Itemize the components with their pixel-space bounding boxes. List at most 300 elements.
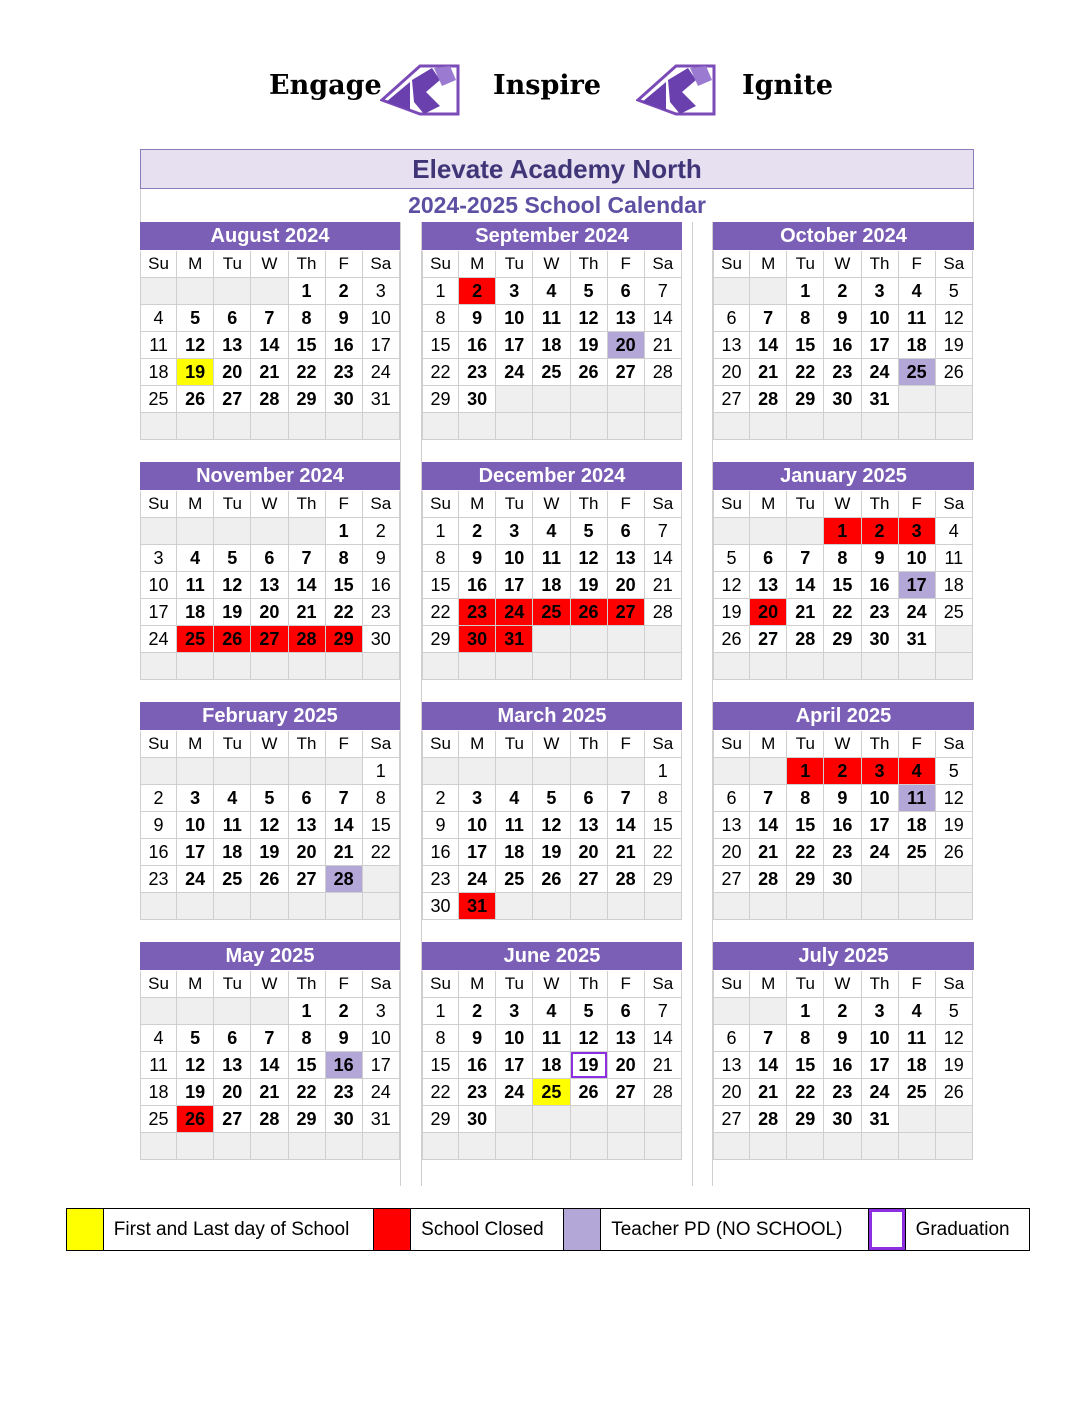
week-row [140, 305, 400, 332]
empty-day-cell [422, 413, 459, 440]
weekday-label: W [824, 971, 861, 998]
weekday-label: Tu [214, 491, 251, 518]
empty-day-cell [899, 386, 936, 413]
week-row [422, 413, 682, 440]
day-cell: 3 [363, 278, 400, 305]
day-cell: 30 [459, 1106, 496, 1133]
week-row [422, 1106, 682, 1133]
weekday-header [140, 491, 400, 518]
day-cell: 31 [363, 1106, 400, 1133]
day-cell: 11 [899, 785, 936, 812]
week-row [140, 518, 400, 545]
day-cell: 16 [824, 812, 861, 839]
day-cell: 28 [787, 626, 824, 653]
empty-day-cell [899, 1133, 936, 1160]
week-row [422, 626, 682, 653]
day-cell: 30 [326, 386, 363, 413]
day-cell: 9 [326, 1025, 363, 1052]
weekday-label: Tu [496, 491, 533, 518]
week-row [140, 386, 400, 413]
day-cell: 16 [422, 839, 459, 866]
day-cell: 10 [862, 1025, 899, 1052]
week-row [713, 278, 974, 305]
academy-logo-icon [380, 62, 460, 120]
week-row [140, 1106, 400, 1133]
calendar-title: Elevate Academy North [140, 149, 974, 189]
day-cell: 2 [824, 998, 861, 1025]
day-cell: 7 [608, 785, 645, 812]
day-cell: 9 [459, 545, 496, 572]
motto-engage: Engage [269, 70, 382, 101]
empty-day-cell [422, 653, 459, 680]
weekday-header [422, 491, 682, 518]
day-cell: 22 [289, 359, 326, 386]
empty-day-cell [363, 893, 400, 920]
empty-day-cell [713, 1133, 750, 1160]
day-cell: 8 [422, 305, 459, 332]
week-row [422, 332, 682, 359]
day-cell: 29 [326, 626, 363, 653]
weekday-header [713, 491, 974, 518]
week-row [422, 812, 682, 839]
week-row [713, 1106, 974, 1133]
empty-day-cell [533, 386, 570, 413]
empty-day-cell [140, 653, 177, 680]
day-cell: 1 [787, 758, 824, 785]
weekday-label: F [608, 251, 645, 278]
day-cell: 8 [824, 545, 861, 572]
day-cell: 15 [787, 1052, 824, 1079]
day-cell: 5 [936, 998, 973, 1025]
week-row [422, 1079, 682, 1106]
weekday-label: F [326, 491, 363, 518]
day-cell: 5 [571, 998, 608, 1025]
day-cell: 13 [251, 572, 288, 599]
day-cell: 27 [713, 1106, 750, 1133]
day-cell: 14 [251, 332, 288, 359]
day-cell: 3 [899, 518, 936, 545]
day-cell: 7 [750, 785, 787, 812]
empty-day-cell [533, 1133, 570, 1160]
empty-day-cell [824, 653, 861, 680]
empty-day-cell [177, 653, 214, 680]
week-row [140, 653, 400, 680]
weekday-label: Sa [645, 251, 682, 278]
day-cell: 21 [251, 359, 288, 386]
empty-day-cell [251, 278, 288, 305]
empty-day-cell [936, 653, 973, 680]
empty-day-cell [422, 1133, 459, 1160]
day-cell: 4 [899, 998, 936, 1025]
week-row [422, 998, 682, 1025]
weekday-label: W [251, 251, 288, 278]
day-cell: 11 [533, 1025, 570, 1052]
day-cell: 14 [251, 1052, 288, 1079]
day-cell: 30 [459, 386, 496, 413]
day-cell: 2 [422, 785, 459, 812]
legend-label: Graduation [915, 1219, 1010, 1240]
day-cell: 28 [645, 599, 682, 626]
day-cell: 21 [289, 599, 326, 626]
day-cell: 20 [289, 839, 326, 866]
day-cell: 16 [862, 572, 899, 599]
day-cell: 15 [824, 572, 861, 599]
week-row [140, 1079, 400, 1106]
weekday-label: F [608, 731, 645, 758]
day-cell: 26 [571, 1079, 608, 1106]
day-cell: 24 [496, 599, 533, 626]
day-cell: 7 [787, 545, 824, 572]
empty-day-cell [326, 758, 363, 785]
weekday-label: W [251, 731, 288, 758]
month-title: June 2025 [422, 942, 682, 971]
week-row [713, 653, 974, 680]
week-row [713, 893, 974, 920]
day-cell: 23 [824, 1079, 861, 1106]
empty-day-cell [899, 653, 936, 680]
day-cell: 21 [326, 839, 363, 866]
weekday-label: Tu [787, 731, 824, 758]
day-cell: 1 [787, 998, 824, 1025]
day-cell: 18 [899, 812, 936, 839]
day-cell: 27 [571, 866, 608, 893]
empty-day-cell [363, 653, 400, 680]
empty-day-cell [713, 653, 750, 680]
motto-ignite: Ignite [742, 70, 834, 101]
day-cell: 11 [899, 305, 936, 332]
weekday-label: M [459, 251, 496, 278]
day-cell: 10 [862, 305, 899, 332]
empty-day-cell [608, 626, 645, 653]
day-cell: 31 [899, 626, 936, 653]
week-row [140, 812, 400, 839]
empty-day-cell [289, 1133, 326, 1160]
empty-day-cell [645, 1106, 682, 1133]
empty-day-cell [214, 998, 251, 1025]
day-cell: 15 [787, 812, 824, 839]
month-title: September 2024 [422, 222, 682, 251]
week-row [422, 758, 682, 785]
week-row [713, 785, 974, 812]
weekday-label: Sa [363, 251, 400, 278]
day-cell: 1 [422, 518, 459, 545]
day-cell: 30 [824, 1106, 861, 1133]
weekday-label: Su [713, 251, 750, 278]
empty-day-cell [750, 1133, 787, 1160]
week-row [140, 332, 400, 359]
empty-day-cell [645, 1133, 682, 1160]
day-cell: 20 [608, 1052, 645, 1079]
day-cell: 22 [422, 1079, 459, 1106]
weekday-label: Sa [645, 971, 682, 998]
day-cell: 16 [459, 1052, 496, 1079]
empty-day-cell [177, 893, 214, 920]
months-grid [140, 222, 974, 1186]
empty-day-cell [862, 866, 899, 893]
day-cell: 9 [422, 812, 459, 839]
week-row [422, 278, 682, 305]
day-cell: 20 [750, 599, 787, 626]
day-cell: 26 [571, 359, 608, 386]
day-cell: 25 [899, 1079, 936, 1106]
day-cell: 13 [571, 812, 608, 839]
empty-day-cell [750, 518, 787, 545]
empty-day-cell [140, 278, 177, 305]
day-cell: 8 [289, 1025, 326, 1052]
week-row [140, 839, 400, 866]
day-cell: 28 [608, 866, 645, 893]
day-cell: 15 [645, 812, 682, 839]
empty-day-cell [533, 758, 570, 785]
day-cell: 12 [571, 1025, 608, 1052]
day-cell: 23 [326, 359, 363, 386]
day-cell: 1 [422, 998, 459, 1025]
day-cell: 3 [496, 998, 533, 1025]
empty-day-cell [750, 413, 787, 440]
empty-day-cell [571, 758, 608, 785]
month-title: November 2024 [140, 462, 400, 491]
empty-day-cell [787, 893, 824, 920]
weekday-label: Sa [363, 491, 400, 518]
day-cell: 31 [459, 893, 496, 920]
day-cell: 19 [251, 839, 288, 866]
empty-day-cell [936, 1133, 973, 1160]
day-cell: 25 [496, 866, 533, 893]
empty-day-cell [645, 413, 682, 440]
day-cell: 20 [571, 839, 608, 866]
day-cell: 12 [571, 545, 608, 572]
month-title: December 2024 [422, 462, 682, 491]
day-cell: 6 [713, 1025, 750, 1052]
day-cell: 27 [289, 866, 326, 893]
day-cell: 30 [824, 386, 861, 413]
weekday-label: F [899, 731, 936, 758]
day-cell: 11 [214, 812, 251, 839]
empty-day-cell [645, 893, 682, 920]
weekday-label: M [750, 971, 787, 998]
day-cell: 5 [571, 518, 608, 545]
weekday-label: Su [422, 491, 459, 518]
day-cell: 12 [713, 572, 750, 599]
day-cell: 11 [496, 812, 533, 839]
day-cell: 13 [750, 572, 787, 599]
week-row [140, 1052, 400, 1079]
day-cell: 6 [571, 785, 608, 812]
empty-day-cell [899, 1106, 936, 1133]
month-title: July 2025 [713, 942, 974, 971]
day-cell: 10 [459, 812, 496, 839]
weekday-label: Th [862, 731, 899, 758]
weekday-label: F [899, 971, 936, 998]
week-row [713, 386, 974, 413]
month-calendar [422, 702, 682, 920]
day-cell: 3 [862, 758, 899, 785]
day-cell: 11 [936, 545, 973, 572]
day-cell: 22 [289, 1079, 326, 1106]
weekday-label: Su [140, 971, 177, 998]
week-row [713, 998, 974, 1025]
day-cell: 5 [936, 758, 973, 785]
weekday-label: W [533, 971, 570, 998]
day-cell: 18 [177, 599, 214, 626]
day-cell: 22 [326, 599, 363, 626]
weekday-label: Tu [214, 731, 251, 758]
weekday-label: M [459, 491, 496, 518]
day-cell: 18 [214, 839, 251, 866]
day-cell: 17 [496, 332, 533, 359]
day-cell: 21 [645, 572, 682, 599]
week-row [713, 758, 974, 785]
month-calendar [713, 942, 974, 1160]
weekday-label: F [608, 971, 645, 998]
motto-inspire: Inspire [493, 70, 601, 101]
week-row [422, 866, 682, 893]
empty-day-cell [571, 626, 608, 653]
week-row [713, 518, 974, 545]
week-row [140, 998, 400, 1025]
day-cell: 31 [862, 1106, 899, 1133]
day-cell: 27 [713, 386, 750, 413]
weekday-label: Th [571, 251, 608, 278]
day-cell: 13 [608, 1025, 645, 1052]
weekday-label: Su [713, 491, 750, 518]
weekday-label: W [824, 491, 861, 518]
weekday-label: W [533, 491, 570, 518]
month-calendar [713, 462, 974, 680]
day-cell: 20 [713, 839, 750, 866]
day-cell: 25 [533, 599, 570, 626]
week-row [713, 413, 974, 440]
empty-day-cell [496, 413, 533, 440]
day-cell: 21 [251, 1079, 288, 1106]
day-cell: 29 [422, 1106, 459, 1133]
empty-day-cell [936, 413, 973, 440]
empty-day-cell [251, 758, 288, 785]
calendar-gap [692, 222, 713, 1186]
day-cell: 2 [459, 278, 496, 305]
day-cell: 13 [608, 305, 645, 332]
day-cell: 4 [899, 758, 936, 785]
week-row [422, 359, 682, 386]
day-cell: 5 [533, 785, 570, 812]
weekday-label: W [824, 731, 861, 758]
week-row [422, 839, 682, 866]
day-cell: 8 [422, 545, 459, 572]
day-cell: 5 [936, 278, 973, 305]
day-cell: 23 [140, 866, 177, 893]
day-cell: 6 [289, 785, 326, 812]
legend-label: Teacher PD (NO SCHOOL) [601, 1209, 869, 1250]
empty-day-cell [824, 893, 861, 920]
weekday-label: W [251, 971, 288, 998]
day-cell: 14 [289, 572, 326, 599]
day-cell: 19 [214, 599, 251, 626]
empty-day-cell [533, 893, 570, 920]
empty-day-cell [177, 413, 214, 440]
day-cell: 12 [571, 305, 608, 332]
day-cell: 29 [289, 1106, 326, 1133]
week-row [713, 1133, 974, 1160]
weekday-label: M [750, 731, 787, 758]
day-cell: 16 [326, 1052, 363, 1079]
day-cell: 17 [899, 572, 936, 599]
weekday-label: Su [140, 251, 177, 278]
weekday-label: W [533, 731, 570, 758]
month-calendar [422, 462, 682, 680]
day-cell: 14 [787, 572, 824, 599]
empty-day-cell [214, 653, 251, 680]
week-row [713, 1025, 974, 1052]
day-cell: 18 [140, 1079, 177, 1106]
day-cell: 4 [496, 785, 533, 812]
day-cell: 27 [608, 359, 645, 386]
day-cell: 16 [363, 572, 400, 599]
weekday-label: F [326, 971, 363, 998]
day-cell: 13 [713, 1052, 750, 1079]
weekday-label: Th [862, 251, 899, 278]
day-cell: 26 [936, 359, 973, 386]
empty-day-cell [214, 758, 251, 785]
day-cell: 11 [533, 545, 570, 572]
weekday-label: Sa [363, 971, 400, 998]
day-cell: 24 [496, 359, 533, 386]
month-title: October 2024 [713, 222, 974, 251]
day-cell: 17 [177, 839, 214, 866]
day-cell: 2 [326, 998, 363, 1025]
empty-day-cell [936, 893, 973, 920]
day-cell: 22 [645, 839, 682, 866]
day-cell: 14 [608, 812, 645, 839]
month-calendar [422, 222, 682, 440]
day-cell: 22 [824, 599, 861, 626]
empty-day-cell [251, 653, 288, 680]
week-row [713, 626, 974, 653]
day-cell: 1 [645, 758, 682, 785]
day-cell: 2 [459, 998, 496, 1025]
day-cell: 3 [177, 785, 214, 812]
empty-day-cell [363, 1133, 400, 1160]
weekday-label: Th [862, 491, 899, 518]
day-cell: 4 [936, 518, 973, 545]
empty-day-cell [214, 893, 251, 920]
day-cell: 15 [422, 572, 459, 599]
day-cell: 27 [214, 1106, 251, 1133]
day-cell: 7 [645, 518, 682, 545]
week-row [713, 866, 974, 893]
weekday-label: M [459, 971, 496, 998]
empty-day-cell [787, 1133, 824, 1160]
empty-day-cell [326, 413, 363, 440]
empty-day-cell [326, 1133, 363, 1160]
day-cell: 21 [608, 839, 645, 866]
empty-day-cell [289, 413, 326, 440]
weekday-label: F [899, 251, 936, 278]
empty-day-cell [533, 413, 570, 440]
week-row [422, 518, 682, 545]
day-cell: 21 [750, 359, 787, 386]
day-cell: 14 [645, 305, 682, 332]
day-cell: 2 [326, 278, 363, 305]
empty-day-cell [645, 653, 682, 680]
day-cell: 27 [608, 1079, 645, 1106]
day-cell: 8 [787, 1025, 824, 1052]
empty-day-cell [496, 1106, 533, 1133]
day-cell: 13 [289, 812, 326, 839]
day-cell: 13 [713, 812, 750, 839]
day-cell: 24 [899, 599, 936, 626]
empty-day-cell [750, 758, 787, 785]
day-cell: 8 [289, 305, 326, 332]
